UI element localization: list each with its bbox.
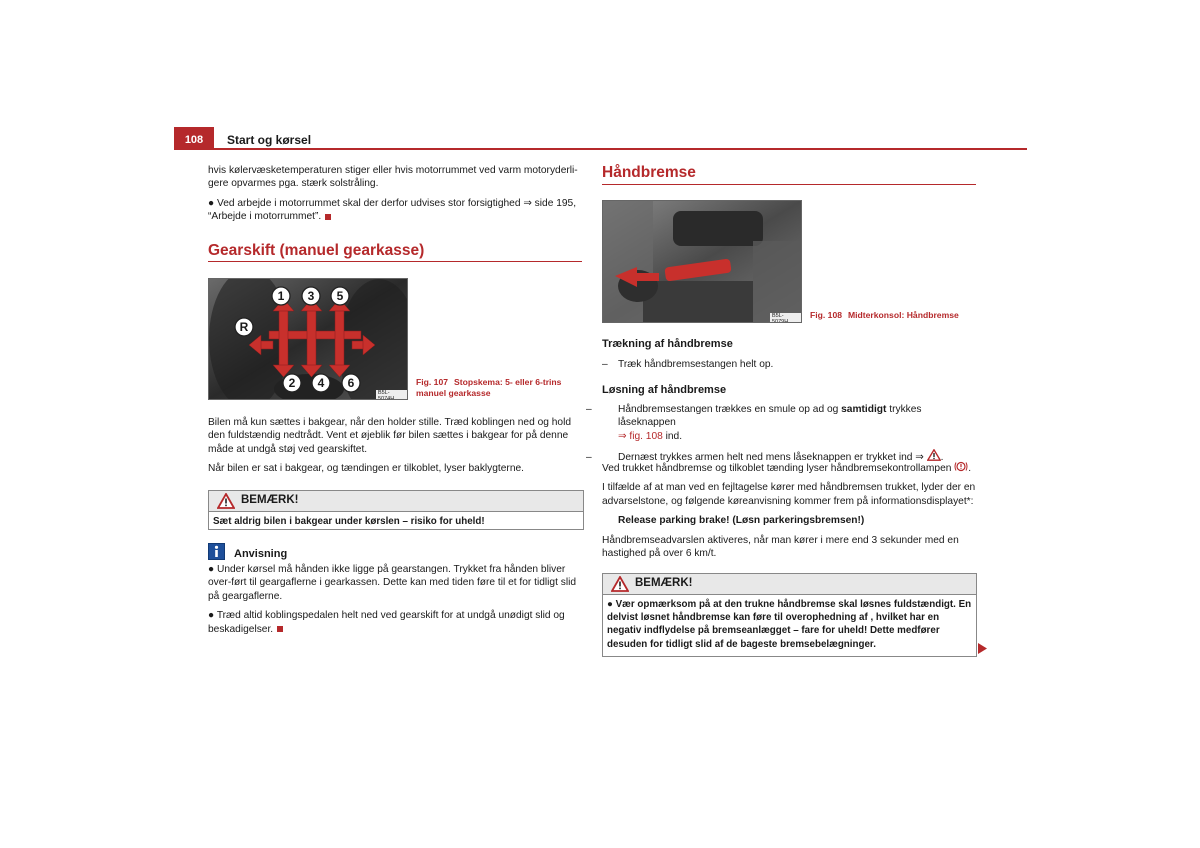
section-title: Start og kørsel [227, 133, 312, 147]
info-icon [208, 543, 225, 565]
end-square-icon [325, 214, 331, 220]
handbrake-illustration [603, 201, 801, 322]
warning-label: BEMÆRK! [241, 494, 299, 506]
release-step-2: – Dernæst trykkes armen helt ned mens låseknappen er trykket ind ⇒ . [602, 449, 978, 464]
gear-label-r: R [234, 317, 254, 342]
gear-label-3: 3 [301, 286, 321, 311]
warning-text: ● Vær opmærksom på at den trukne håndbremse skal løsnes fuldstændigt. En delvist løsnet håndbremse kan føre til overophedning af , hvilket har en negativ indflydelse på bremseanlægget – fare for uheld! Dette medfører desuden for tidligt slid af de bageste bremsebelægninger. [607, 599, 972, 650]
gearshift-para1: Bilen må kun sættes i bakgear, når den holder stille. Træd koblingen ned og hold den fuldstændig nedtrådt. Vent et øjeblik før bilen sættes i bakgear for på denne måde at undgå støj ved gearskiftet. [208, 417, 572, 455]
handbrake-para1: Ved trukket håndbremse og tilkoblet tænding lyser håndbremsekontrollampen . [602, 463, 972, 474]
intro-bullet: ● Ved arbejde i motorrummet skal der derfor udvises stor forsigtighed ⇒ side 195, “Arbejde i motorrummet”. [208, 197, 577, 223]
intro-line: hvis kølervæsketemperaturen stiger eller hvis motorrummet ved varm motoryderli-gere opvarmes pga. stærk solstråling. [208, 165, 578, 190]
page-number: 108 [174, 127, 214, 149]
gear-label-5: 5 [330, 286, 350, 311]
continue-arrow-icon [978, 641, 987, 659]
pull-heading: Trækning af håndbremse [602, 338, 733, 350]
image-code: B5L-5079H [770, 313, 801, 323]
image-code: B5L-5074H [376, 390, 407, 400]
gear-shift-figure [208, 278, 408, 400]
fig108-caption: Fig. 108 Midterkonsol: Håndbremse [810, 310, 959, 320]
header-rule [174, 148, 1027, 150]
handbrake-heading: Håndbremse [602, 164, 696, 181]
warning-header [209, 491, 583, 512]
heading-rule [208, 261, 582, 262]
gear-label-2: 2 [282, 373, 302, 398]
warning-triangle-icon [611, 576, 629, 592]
note-bullet-1: ● Under kørsel må hånden ikke ligge på gearstangen. Trykket fra hånden bliver over-ført til geargaflerne i gearkassen. Dette kan med tiden føre til et for tidligt slid på geargaflerne. [208, 564, 577, 602]
intro-text [208, 164, 584, 230]
note-body [208, 563, 584, 642]
warning-triangle-icon [927, 449, 941, 461]
gearshift-para2: Når bilen er sat i bakgear, og tændingen er tilkoblet, lyser baklygterne. [208, 463, 524, 475]
warning-header [603, 574, 976, 595]
release-heading: Løsning af håndbremse [602, 384, 727, 396]
warning-text: Sæt aldrig bilen i bakgear under kørslen – risiko for uheld! [213, 516, 485, 527]
warning-triangle-icon [217, 493, 235, 509]
gearshift-body [208, 416, 584, 482]
release-step-1: – Håndbremsestangen trækkes en smule op ad og samtidigt trykkes låseknappen ⇒ fig. 108 ind. [586, 404, 922, 442]
warning-box-right [602, 573, 977, 657]
display-message: Release parking brake! (Løsn parkeringsbremsen!) [618, 515, 865, 527]
fig107-caption: Fig. 107 Stopskema: 5- eller 6-trins manuel gearkasse [416, 377, 562, 398]
gear-label-6: 6 [341, 373, 361, 398]
handbrake-body [602, 461, 978, 566]
gear-label-4: 4 [311, 373, 331, 398]
gearshift-heading: Gearskift (manuel gearkasse) [208, 242, 425, 259]
pull-step: – Træk håndbremsestangen helt op. [602, 359, 774, 370]
warning-label: BEMÆRK! [635, 577, 693, 589]
note-bullet-2: ● Træd altid koblingspedalen helt ned ved gearskift for at undgå unødigt slid og beskadigelser. [208, 610, 565, 635]
brake-warning-lamp-icon [954, 461, 968, 472]
handbrake-para3: Håndbremseadvarslen aktiveres, når man kører i mere end 3 sekunder med en hastighed på over 6 km/t. [602, 534, 959, 560]
warning-box-left [208, 490, 584, 530]
end-square-icon [277, 626, 283, 632]
fig108-link[interactable]: ⇒ fig. 108 [618, 430, 663, 442]
handbrake-figure [602, 200, 802, 323]
heading-rule [602, 184, 976, 185]
note-heading: Anvisning [234, 548, 288, 560]
gear-label-1: 1 [271, 286, 291, 311]
handbrake-para2: I tilfælde af at man ved en fejltagelse kører med håndbremsen trukket, lyder der en advarselstone, og følgende køreanvisning kommer frem på informationsdisplayet*: [602, 482, 976, 507]
